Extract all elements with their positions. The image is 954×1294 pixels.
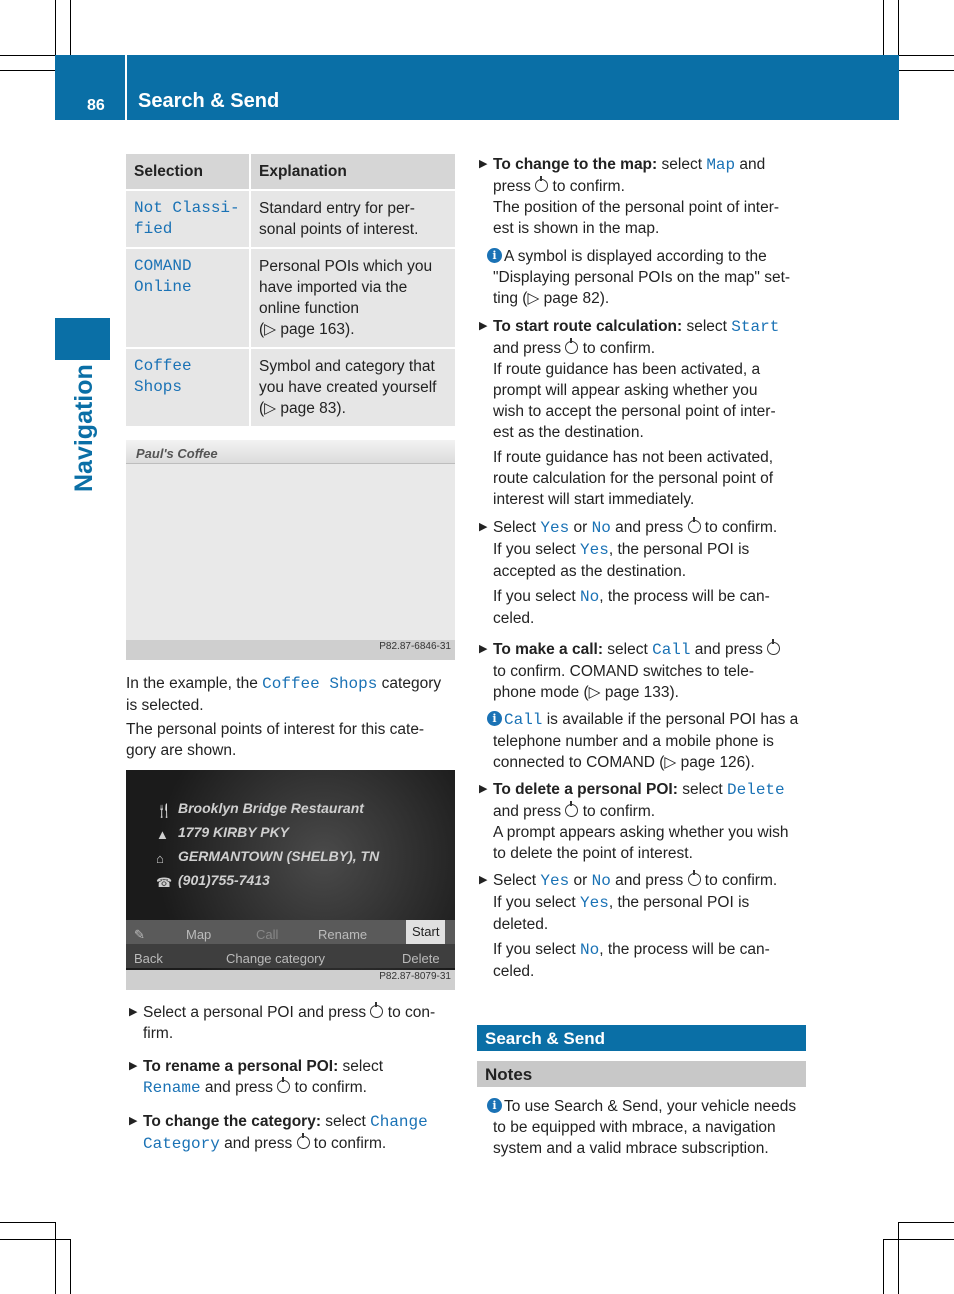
table-cell-explanation bbox=[250, 348, 455, 426]
text: In the example, the bbox=[126, 675, 263, 692]
step-heading: To start route calculation: bbox=[493, 318, 683, 335]
controller-knob-icon bbox=[565, 341, 578, 354]
chapter-label: Navigation bbox=[70, 364, 98, 492]
text: is available if the personal POI has a bbox=[542, 711, 799, 728]
code-delete: Delete bbox=[727, 781, 785, 799]
controller-knob-icon bbox=[565, 804, 578, 817]
screen-title-strip bbox=[126, 440, 455, 464]
text: or bbox=[569, 519, 592, 536]
subsection-heading: Notes bbox=[477, 1061, 806, 1087]
text: to confirm. bbox=[578, 340, 656, 357]
table-cell-selection bbox=[126, 348, 250, 426]
crop-mark bbox=[55, 1222, 56, 1294]
text: , the personal POI is bbox=[608, 894, 750, 911]
text: category bbox=[377, 675, 442, 692]
explanation-line: sonal points of interest. bbox=[259, 221, 419, 238]
if-no-paragraph bbox=[493, 586, 813, 629]
table-header-row bbox=[126, 154, 455, 190]
code-call: Call bbox=[652, 641, 691, 659]
step-heading: To delete a personal POI: bbox=[493, 781, 678, 798]
table-header-explanation: Explanation bbox=[250, 154, 455, 190]
bullet-triangle-icon: ▶ bbox=[479, 643, 488, 655]
city-icon: ⌂ bbox=[156, 851, 164, 866]
bullet-triangle-icon: ▶ bbox=[479, 783, 488, 795]
step-delete-yes-no bbox=[479, 870, 813, 982]
text: to confirm. bbox=[700, 519, 778, 536]
info-note-call bbox=[492, 709, 814, 773]
text: If you select bbox=[493, 941, 581, 958]
info-icon: i bbox=[487, 1098, 502, 1113]
controller-knob-icon bbox=[370, 1005, 383, 1018]
crop-mark bbox=[898, 1222, 899, 1294]
crop-mark bbox=[899, 55, 954, 56]
text: select bbox=[602, 641, 653, 658]
text: est as the destination. bbox=[493, 424, 644, 441]
text: to confirm. bbox=[700, 872, 778, 889]
code-no: No bbox=[580, 941, 600, 959]
step-make-call bbox=[479, 639, 813, 703]
selection-code: Coffee Shops bbox=[134, 357, 192, 396]
text: to delete the point of interest. bbox=[493, 845, 693, 862]
code-yes: Yes bbox=[580, 894, 609, 912]
crop-mark bbox=[55, 0, 56, 55]
text: select bbox=[338, 1058, 384, 1075]
info-note-symbol bbox=[492, 246, 814, 309]
bullet-triangle-icon: ▶ bbox=[479, 158, 488, 170]
poi-city: GERMANTOWN (SHELBY), TN bbox=[178, 848, 380, 864]
menu-change-category: Change category bbox=[226, 951, 326, 966]
step-rename bbox=[129, 1056, 458, 1099]
screen-menu-bottom bbox=[126, 944, 455, 968]
text: "Displaying personal POIs on the map" set- bbox=[493, 269, 791, 286]
text: select bbox=[677, 781, 728, 798]
street-icon: ▲ bbox=[156, 827, 169, 842]
step-select-yes-no bbox=[479, 517, 813, 629]
text: and press bbox=[610, 872, 688, 889]
table-row bbox=[126, 248, 455, 348]
poi-name-icon: 🍴 bbox=[156, 803, 173, 818]
menu-start: Start bbox=[406, 920, 445, 944]
selection-code: Not Classi- bbox=[134, 199, 240, 217]
crop-mark bbox=[883, 0, 884, 55]
explanation-line: (▷ page 83). bbox=[259, 400, 346, 417]
shown-paragraph bbox=[126, 719, 461, 761]
screen-menu-top bbox=[126, 920, 455, 944]
code-map: Map bbox=[706, 156, 736, 174]
step-heading: To make a call: bbox=[493, 641, 603, 658]
text: Select bbox=[493, 519, 541, 536]
text: If you select bbox=[493, 894, 581, 911]
info-icon: i bbox=[487, 711, 502, 726]
explanation-line: Personal POIs which you bbox=[259, 258, 433, 275]
controller-knob-icon bbox=[688, 520, 701, 533]
text: and press bbox=[493, 803, 566, 820]
text: celed. bbox=[493, 610, 535, 627]
screenshot-footer bbox=[126, 640, 455, 660]
code-no: No bbox=[591, 872, 611, 890]
text: The personal points of interest for this cate- bbox=[126, 721, 425, 738]
code-yes: Yes bbox=[540, 519, 570, 537]
explanation-line: you have created yourself bbox=[259, 379, 437, 396]
text: route calculation for the personal point of bbox=[493, 470, 774, 487]
menu-delete: Delete bbox=[402, 951, 440, 966]
explanation-line: Symbol and category that bbox=[259, 358, 435, 375]
text: select bbox=[321, 1113, 371, 1130]
text: If you select bbox=[493, 588, 581, 605]
text: ting (▷ page 82). bbox=[493, 290, 610, 307]
figure-reference: P82.87-8079-31 bbox=[379, 971, 451, 982]
crop-mark bbox=[898, 0, 899, 55]
text: to con- bbox=[383, 1004, 436, 1021]
code-start: Start bbox=[731, 318, 780, 336]
controller-knob-icon bbox=[277, 1080, 290, 1093]
text: select bbox=[657, 156, 707, 173]
text: and bbox=[735, 156, 766, 173]
step-heading: To change the category: bbox=[143, 1113, 321, 1130]
controller-knob-icon bbox=[688, 873, 701, 886]
text: interest will start immediately. bbox=[493, 491, 695, 508]
text: or bbox=[569, 872, 592, 889]
code-no: No bbox=[580, 588, 600, 606]
text: and press bbox=[610, 519, 688, 536]
table-cell-explanation bbox=[250, 190, 455, 248]
text: The position of the personal point of inter- bbox=[493, 199, 780, 216]
text: A symbol is displayed according to the bbox=[504, 248, 767, 265]
text: A prompt appears asking whether you wish bbox=[493, 824, 789, 841]
text: , the process will be can- bbox=[599, 588, 770, 605]
text: deleted. bbox=[493, 916, 549, 933]
screenshot-poi-detail bbox=[126, 770, 455, 990]
screenshot-coffee-category bbox=[126, 440, 455, 660]
info-note-search-send bbox=[492, 1096, 814, 1159]
menu-back: Back bbox=[134, 951, 163, 966]
text: system and a valid mbrace subscription. bbox=[493, 1140, 769, 1157]
step-change-category bbox=[129, 1111, 458, 1155]
code-yes: Yes bbox=[540, 872, 570, 890]
text: to confirm. bbox=[578, 803, 656, 820]
text: est is shown in the map. bbox=[493, 220, 660, 237]
code-category: Category bbox=[143, 1135, 220, 1153]
step-delete-poi bbox=[479, 779, 813, 864]
screen-title: Paul's Coffee bbox=[136, 446, 218, 461]
text: to confirm. bbox=[290, 1079, 367, 1096]
step-start-route bbox=[479, 316, 813, 510]
table-cell-selection bbox=[126, 190, 250, 248]
crop-mark bbox=[899, 1222, 954, 1223]
bullet-triangle-icon: ▶ bbox=[479, 320, 488, 332]
info-icon: i bbox=[487, 248, 502, 263]
code-yes: Yes bbox=[580, 541, 609, 559]
bullet-triangle-icon: ▶ bbox=[479, 874, 488, 886]
text: press bbox=[493, 178, 536, 195]
controller-knob-icon bbox=[767, 642, 780, 655]
controller-knob-icon bbox=[297, 1136, 310, 1149]
if-no-paragraph bbox=[493, 939, 813, 982]
text: and press bbox=[200, 1079, 278, 1096]
explanation-line: (▷ page 163). bbox=[259, 321, 355, 338]
selection-code: fied bbox=[134, 220, 173, 238]
text: To use Search & Send, your vehicle needs bbox=[504, 1098, 797, 1115]
menu-map: Map bbox=[186, 927, 212, 942]
selection-code: COMAND bbox=[134, 257, 192, 275]
wrench-icon: ✎ bbox=[134, 927, 145, 942]
step-heading: To rename a personal POI: bbox=[143, 1058, 339, 1075]
crop-mark bbox=[0, 1239, 70, 1240]
explanation-line: Standard entry for per- bbox=[259, 200, 415, 217]
code-change: Change bbox=[370, 1113, 428, 1131]
selection-code: Online bbox=[134, 278, 192, 296]
text: telephone number and a mobile phone is bbox=[493, 733, 774, 750]
text: prompt will appear asking whether you bbox=[493, 382, 758, 399]
text: to confirm. COMAND switches to tele- bbox=[493, 663, 754, 680]
page-number: 86 bbox=[87, 97, 105, 114]
crop-mark bbox=[70, 1239, 71, 1294]
side-tab-marker bbox=[55, 318, 110, 360]
menu-call: Call bbox=[256, 927, 279, 942]
controller-knob-icon bbox=[535, 179, 548, 192]
text: If route guidance has been activated, a bbox=[493, 361, 761, 378]
table-row bbox=[126, 190, 455, 248]
section-heading: Search & Send bbox=[477, 1025, 806, 1051]
text: and press bbox=[690, 641, 768, 658]
text: phone mode (▷ page 133). bbox=[493, 684, 679, 701]
text: to be equipped with mbrace, a navigation bbox=[493, 1119, 776, 1136]
screenshot-footer bbox=[126, 970, 455, 990]
step-select-poi bbox=[129, 1002, 458, 1044]
page-title: Search & Send bbox=[138, 90, 280, 112]
crop-mark bbox=[70, 0, 71, 55]
text: wish to accept the personal point of inter- bbox=[493, 403, 776, 420]
page-header bbox=[55, 55, 899, 120]
text: accepted as the destination. bbox=[493, 563, 687, 580]
table-row bbox=[126, 348, 455, 426]
bullet-triangle-icon: ▶ bbox=[479, 521, 488, 533]
code-no: No bbox=[591, 519, 611, 537]
crop-mark bbox=[0, 70, 55, 71]
crop-mark bbox=[883, 1239, 954, 1240]
text: to confirm. bbox=[309, 1135, 387, 1152]
text: is selected. bbox=[126, 697, 204, 714]
text: select bbox=[682, 318, 732, 335]
text: firm. bbox=[143, 1025, 174, 1042]
text: If route guidance has not been activated, bbox=[493, 449, 774, 466]
table-cell-explanation bbox=[250, 248, 455, 348]
text: and press bbox=[493, 340, 566, 357]
text: celed. bbox=[493, 963, 535, 980]
table-cell-selection bbox=[126, 248, 250, 348]
code-rename: Rename bbox=[143, 1079, 201, 1097]
step-change-to-map bbox=[479, 154, 813, 239]
table-header-selection: Selection bbox=[126, 154, 250, 190]
poi-phone: (901)755-7413 bbox=[178, 872, 270, 888]
crop-mark bbox=[883, 1239, 884, 1294]
text: gory are shown. bbox=[126, 742, 237, 759]
text: If you select bbox=[493, 541, 581, 558]
text: , the process will be can- bbox=[599, 941, 770, 958]
step-heading: To change to the map: bbox=[493, 156, 658, 173]
selection-table bbox=[126, 154, 455, 426]
explanation-line: have imported via the bbox=[259, 279, 408, 296]
bullet-triangle-icon: ▶ bbox=[129, 1006, 138, 1018]
text: Select bbox=[493, 872, 541, 889]
phone-icon: ☎ bbox=[156, 875, 173, 890]
text: , the personal POI is bbox=[608, 541, 750, 558]
crop-mark bbox=[899, 70, 954, 71]
text: Select a personal POI and press bbox=[143, 1004, 371, 1021]
explanation-line: online function bbox=[259, 300, 359, 317]
poi-name: Brooklyn Bridge Restaurant bbox=[178, 800, 364, 816]
crop-mark bbox=[0, 55, 55, 56]
example-paragraph bbox=[126, 673, 461, 716]
bullet-triangle-icon: ▶ bbox=[129, 1060, 138, 1072]
text: to confirm. bbox=[548, 178, 625, 195]
crop-mark bbox=[0, 1222, 55, 1223]
poi-street: 1779 KIRBY PKY bbox=[178, 824, 290, 840]
text: and press bbox=[219, 1135, 297, 1152]
header-divider bbox=[125, 55, 127, 120]
text: connected to COMAND (▷ page 126). bbox=[493, 754, 755, 771]
menu-rename: Rename bbox=[318, 927, 368, 942]
route-paragraph bbox=[493, 447, 813, 510]
bullet-triangle-icon: ▶ bbox=[129, 1115, 138, 1127]
code-coffee-shops: Coffee Shops bbox=[262, 675, 378, 693]
figure-reference: P82.87-6846-31 bbox=[379, 641, 451, 652]
code-call: Call bbox=[504, 711, 543, 729]
